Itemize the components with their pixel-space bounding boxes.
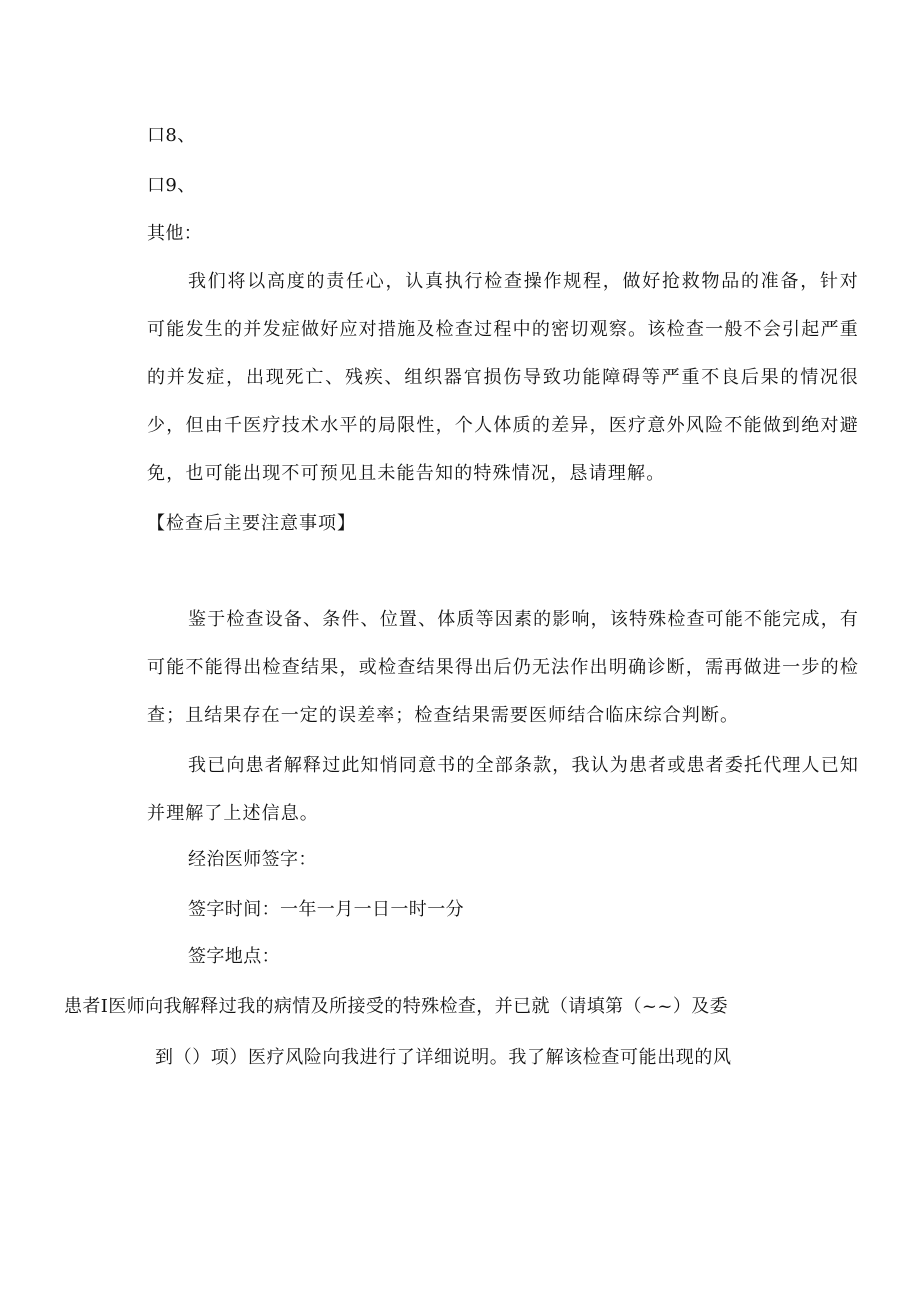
patient-statement-line-1: 患者I医师向我解释过我的病情及所接受的特殊检查，并已就（请填第（~~）及委 (64, 996, 729, 1017)
patient-statement-line-2: 到（）项）医疗风险向我进行了详细说明。我了解该检查可能出现的风 (155, 1047, 732, 1068)
limitations-paragraph: 鉴于检查设备、条件、位置、体质等因素的影响，该特殊检查可能不能完成，有可能不能得出检查结果，或检查结果得出后仍无法作出明确诊断，需再做进一步的检查；且结果存在一定的误差率；检查结果需要医师结合临床综合判断。 (147, 609, 859, 726)
signature-place-label: 签字地点： (188, 946, 280, 967)
other-label: 其他： (147, 223, 203, 244)
checkbox-item-9: 口9、 (147, 175, 196, 196)
checkbox-item-8: 口8、 (147, 125, 196, 146)
signature-time-label: 签字时间：一年一月一日一时一分 (188, 899, 464, 920)
doctor-signature-label: 经治医师签字： (188, 849, 317, 870)
explanation-paragraph: 我已向患者解释过此知悄同意书的全部条款，我认为患者或患者委托代理人已知并理解了上述信息。 (147, 755, 859, 824)
section-heading: 【检查后主要注意事项】 (147, 513, 356, 534)
responsibility-paragraph: 我们将以高度的责任心，认真执行检查操作规程，做好抢救物品的准备，针对可能发生的并发症做好应对措施及检查过程中的密切观察。该检查一般不会引起严重的并发症，出现死亡、残疾、组织器官损伤导致功能障碍等严重不良后果的情况很少，但由千医疗技术水平的局限性，个人体质的差异，医疗意外风险不能做到绝对避免，也可能出现不可预见且未能告知的特殊情况，恳请理解。 (147, 271, 859, 484)
